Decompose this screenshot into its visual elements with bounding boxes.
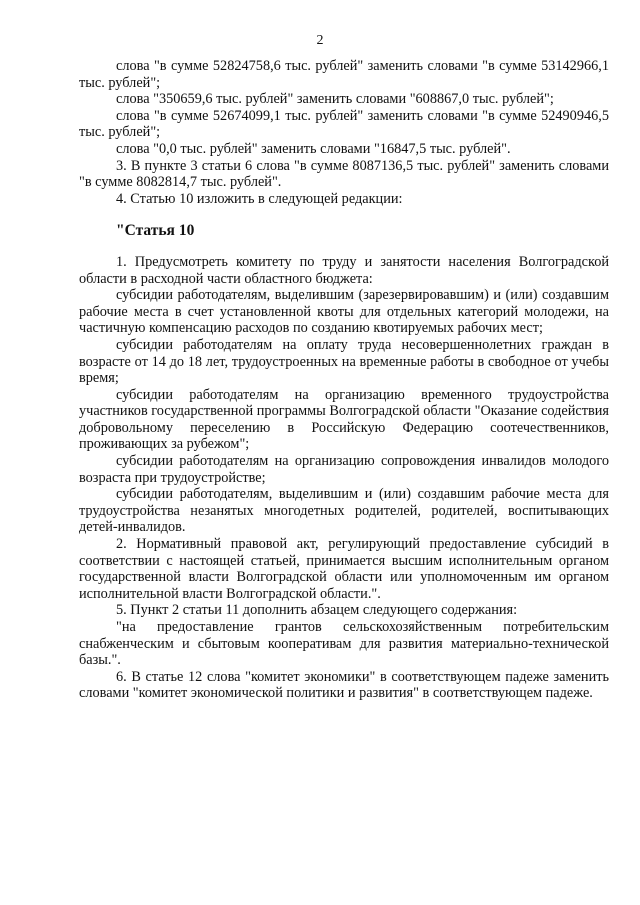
paragraph: 4. Статью 10 изложить в следующей редакции: <box>116 190 403 207</box>
paragraph: 1. Предусмотреть комитету по труду и занятости населения Волгоградской области в расходной части областного бюджета: <box>79 253 609 287</box>
paragraph: субсидии работодателям на оплату труда несовершеннолетних граждан в возрасте от 14 до 18 лет, трудоустроенных на временные работы в свободное от учебы время; <box>79 336 609 387</box>
paragraph: слова "350659,6 тыс. рублей" заменить словами "608867,0 тыс. рублей"; <box>116 91 554 108</box>
paragraph: субсидии работодателям на организацию сопровождения инвалидов молодого возраста при трудоустройстве; <box>79 453 609 486</box>
paragraph: субсидии работодателям, выделившим (зарезервировавшим) и (или) создавшим рабочие места в счет установленной квоты для отдельных категорий молодежи, на частичную компенсацию расходов по созданию квотируемых рабочих мест; <box>79 287 609 337</box>
paragraph: слова "0,0 тыс. рублей" заменить словами "16847,5 тыс. рублей". <box>116 140 511 157</box>
paragraph: 6. В статье 12 слова "комитет экономики" в соответствующем падеже заменить словами "комитет экономической политики и развития" в соответствующем падеже. <box>79 668 609 702</box>
paragraph: субсидии работодателям, выделившим и (или) создавшим рабочие места для трудоустройства незанятых многодетных родителей, родителей, воспитывающих детей-инвалидов. <box>79 486 609 536</box>
article-heading: "Статья 10 <box>116 222 195 240</box>
paragraph: слова "в сумме 52674099,1 тыс. рублей" заменить словами "в сумме 52490946,5 тыс. рублей"; <box>79 107 609 141</box>
paragraph: 2. Нормативный правовой акт, регулирующий предоставление субсидий в соответствии с настоящей статьей, принимается высшим исполнительным органом государственной власти Волгоградской области или уполномоченным им органом исполнительной власти Волгоградской области.". <box>79 536 609 602</box>
paragraph: "на предоставление грантов сельскохозяйственным потребительским снабженческим и сбытовым кооперативам для развития материально-технической базы.". <box>79 619 609 669</box>
paragraph: субсидии работодателям на организацию временного трудоустройства участников государственной программы Волгоградской области "Оказание содействия добровольному переселению в Российскую Федерацию соотечественников, проживающих за рубежом"; <box>79 386 609 453</box>
paragraph: слова "в сумме 52824758,6 тыс. рублей" заменить словами "в сумме 53142966,1 тыс. рублей"; <box>79 58 609 91</box>
paragraph: 3. В пункте 3 статьи 6 слова "в сумме 8087136,5 тыс. рублей" заменить словами "в сумме 8082814,7 тыс. рублей". <box>79 157 609 191</box>
paragraph: 5. Пункт 2 статьи 11 дополнить абзацем следующего содержания: <box>116 602 518 619</box>
document-body <box>79 58 609 702</box>
page-number: 2 <box>316 33 324 48</box>
